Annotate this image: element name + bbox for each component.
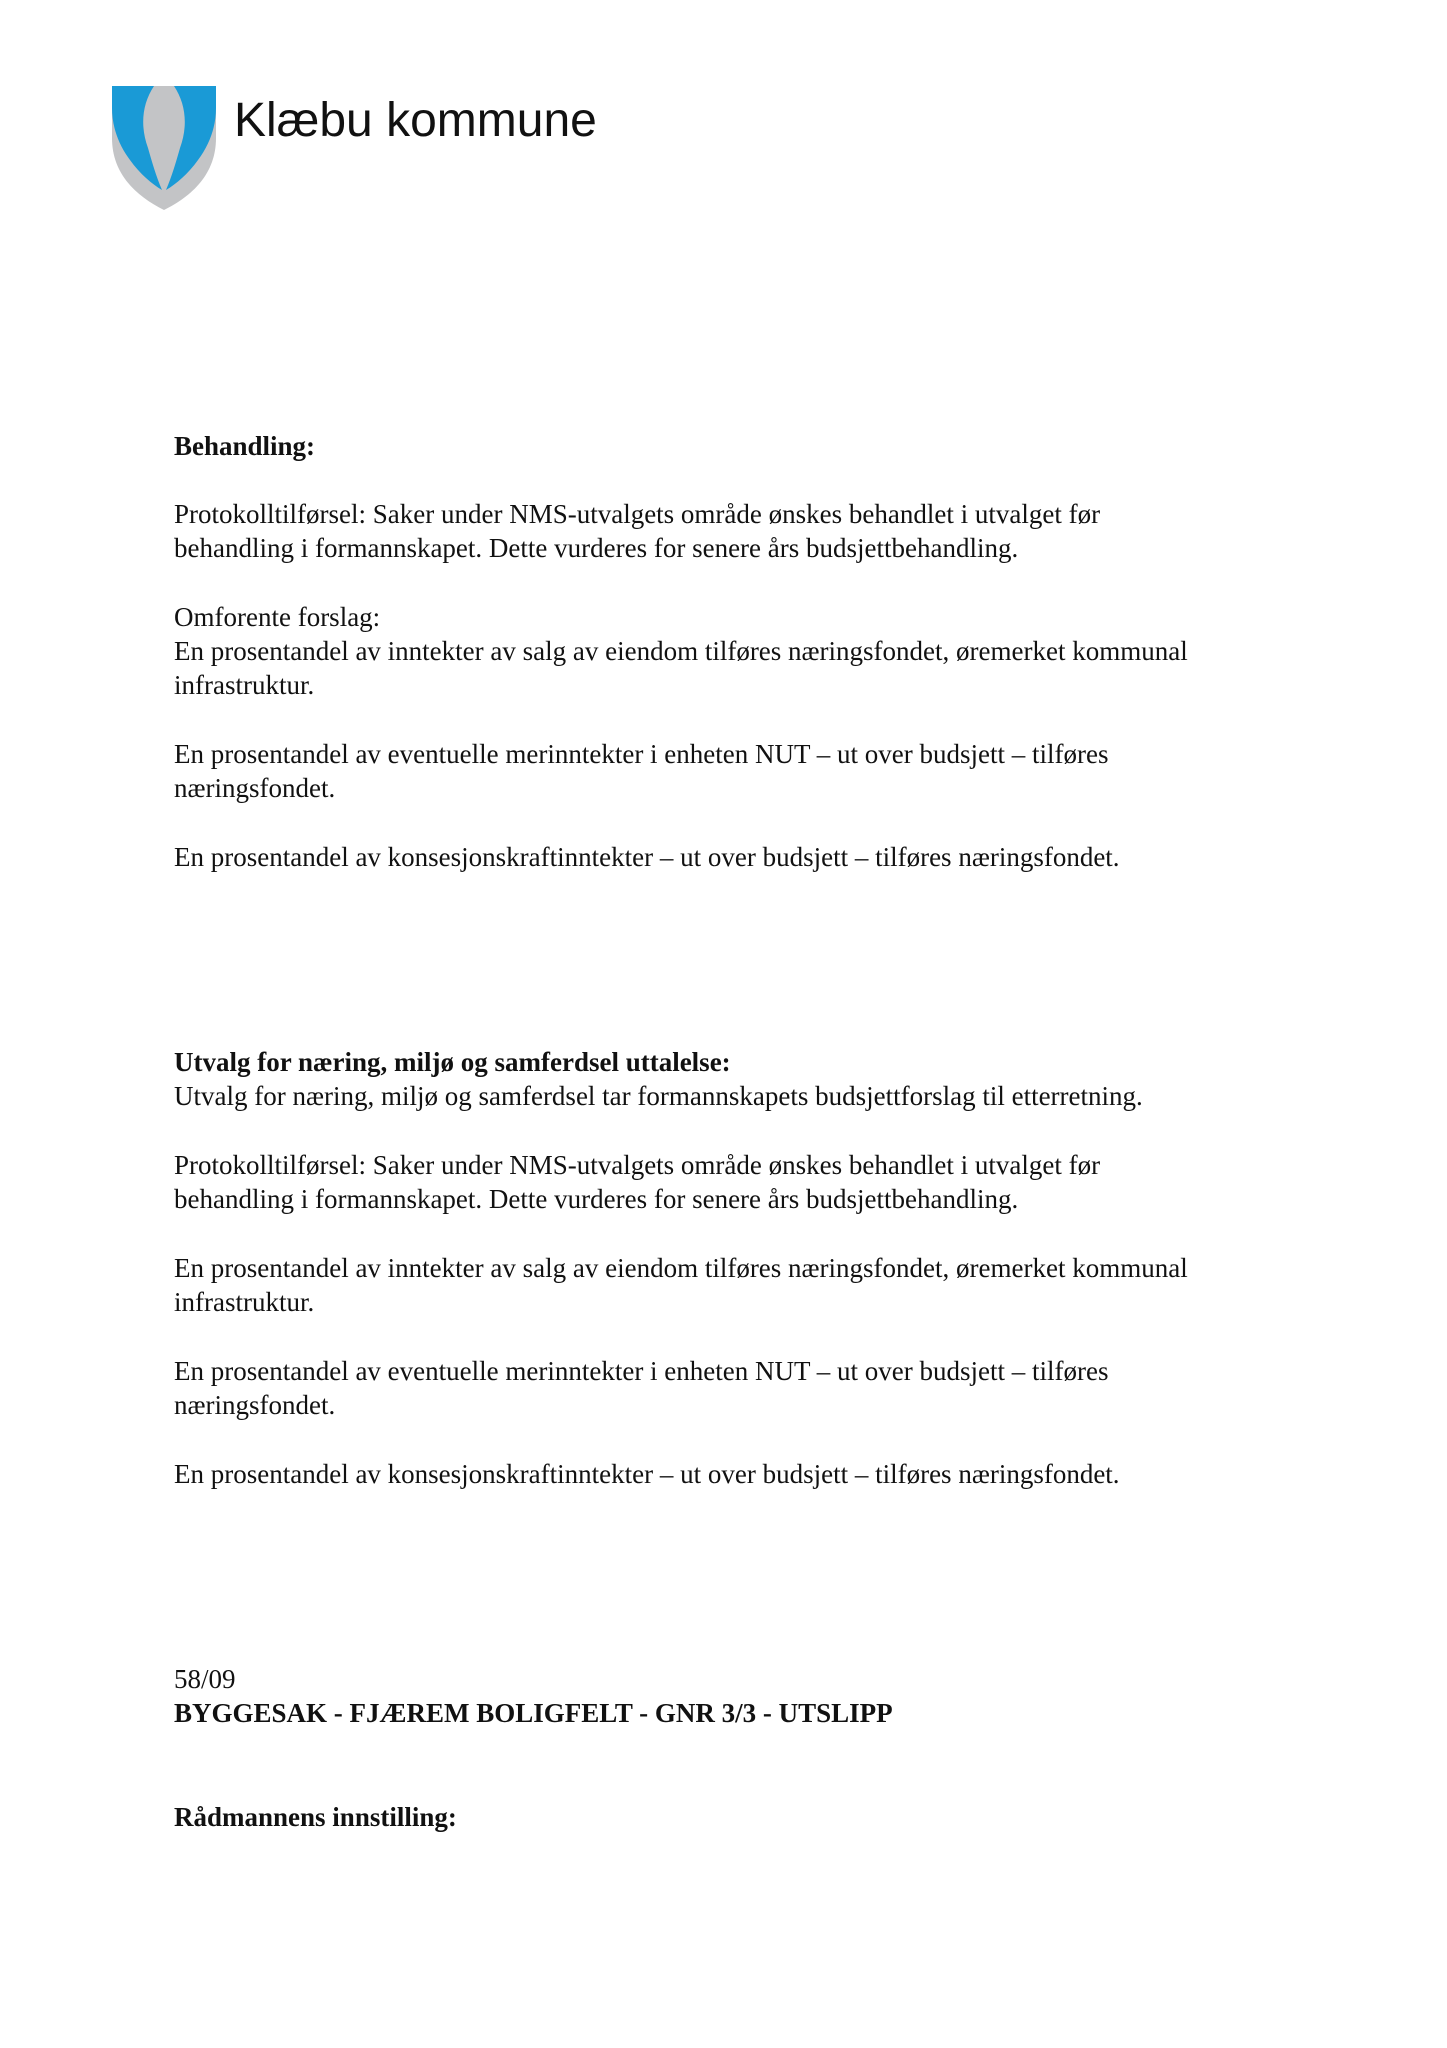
radmannens-innstilling-heading: Rådmannens innstilling: [174, 1802, 457, 1832]
behandling-nut-line-1: En prosentandel av eventuelle merinntekter i enheten NUT – ut over budsjett – tilføres [174, 739, 1109, 769]
behandling-protokoll-line-2: behandling i formannskapet. Dette vurderes for senere års budsjettbehandling. [174, 533, 1019, 563]
document-body [174, 0, 1324, 2048]
utvalg-protokoll-line-2: behandling i formannskapet. Dette vurderes for senere års budsjettbehandling. [174, 1184, 1019, 1214]
behandling-nut-line-2: næringsfondet. [174, 773, 336, 803]
behandling-omforente-label: Omforente forslag: [174, 602, 381, 632]
behandling-konsesjon-line: En prosentandel av konsesjonskraftinntekter – ut over budsjett – tilføres næringsfondet. [174, 842, 1120, 872]
utvalg-nut-line-1: En prosentandel av eventuelle merinntekter i enheten NUT – ut over budsjett – tilføres [174, 1356, 1109, 1386]
utvalg-eiendom-line-2: infrastruktur. [174, 1287, 315, 1317]
org-name: Klæbu kommune [234, 94, 597, 147]
behandling-eiendom-line-1: En prosentandel av inntekter av salg av eiendom tilføres næringsfondet, øremerket kommunal [174, 636, 1188, 666]
utvalg-konsesjon-line: En prosentandel av konsesjonskraftinntekter – ut over budsjett – tilføres næringsfondet. [174, 1459, 1120, 1489]
utvalg-protokoll-line-1: Protokolltilførsel: Saker under NMS-utvalgets område ønskes behandlet i utvalget før [174, 1150, 1101, 1180]
utvalg-etterretning-line: Utvalg for næring, miljø og samferdsel tar formannskapets budsjettforslag til etterretning. [174, 1081, 1143, 1111]
behandling-eiendom-line-2: infrastruktur. [174, 670, 315, 700]
behandling-heading: Behandling: [174, 431, 316, 461]
case-number: 58/09 [174, 1664, 236, 1694]
case-title: BYGGESAK - FJÆREM BOLIGFELT - GNR 3/3 - UTSLIPP [174, 1698, 893, 1728]
utvalg-nut-line-2: næringsfondet. [174, 1390, 336, 1420]
behandling-protokoll-line-1: Protokolltilførsel: Saker under NMS-utvalgets område ønskes behandlet i utvalget før [174, 499, 1101, 529]
utvalg-heading: Utvalg for næring, miljø og samferdsel uttalelse: [174, 1047, 731, 1077]
utvalg-eiendom-line-1: En prosentandel av inntekter av salg av eiendom tilføres næringsfondet, øremerket kommunal [174, 1253, 1188, 1283]
